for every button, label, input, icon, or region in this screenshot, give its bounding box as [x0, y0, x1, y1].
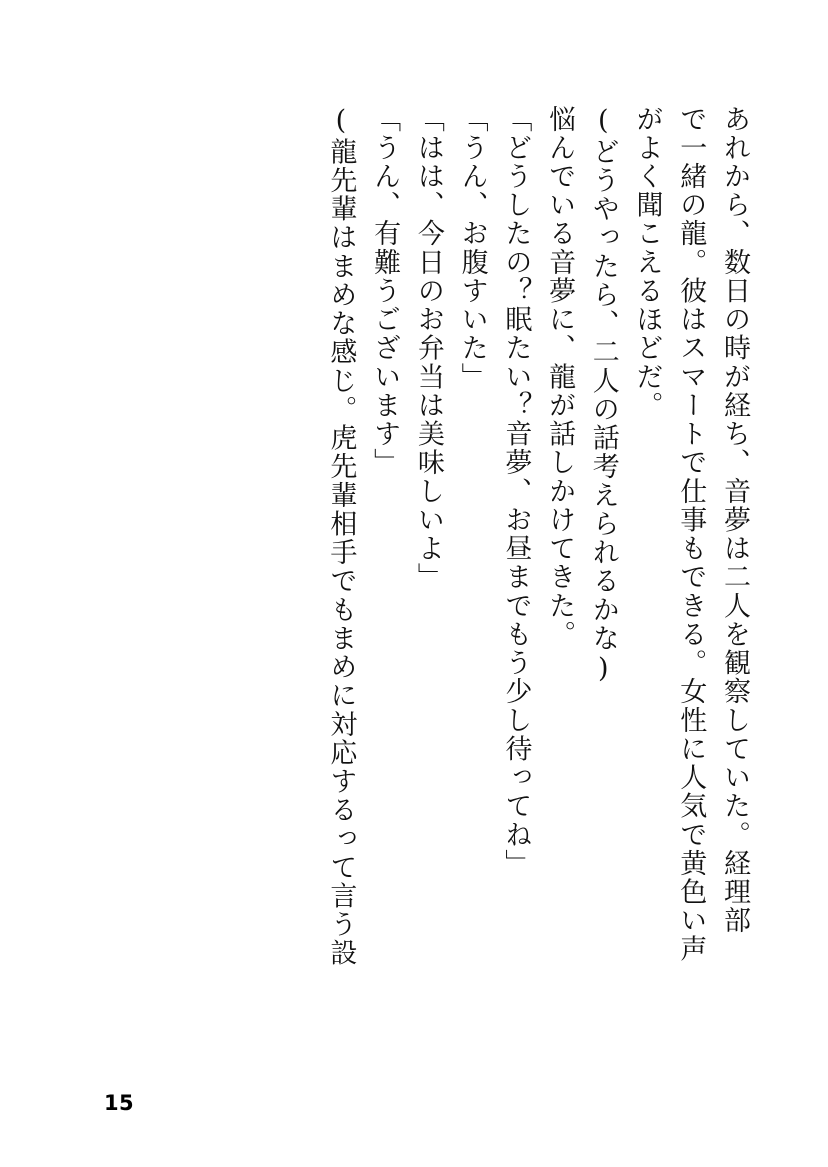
page-number: 15	[104, 1091, 135, 1115]
text-line: 「うん、お腹すいた」	[456, 105, 488, 392]
text-line: 「はは、今日のお弁当は美味しいよ」	[412, 105, 444, 592]
text-line: 悩んでいる音夢に、龍が話しかけてきた。	[544, 105, 576, 649]
text-line: あれから、数日の時が経ち、音夢は二人を観察していた。経理部	[719, 105, 750, 935]
vertical-text-body	[156, 105, 756, 1035]
text-line: がよく聞こえるほどだ。	[631, 105, 663, 420]
text-line: (龍先輩はまめな感じ。虎先輩相手でもまめに対応するって言う設	[325, 105, 357, 968]
text-line: (どうやったら、二人の話考えられるかな)	[587, 105, 619, 686]
text-line: 「どうしたの？眠たい？音夢、お昼までもう少し待ってね」	[500, 105, 532, 878]
text-line: で一緒の龍。彼はスマートで仕事もできる。女性に人気で黄色い声	[675, 105, 707, 964]
text-line: 「うん、有難うございます」	[369, 105, 401, 478]
